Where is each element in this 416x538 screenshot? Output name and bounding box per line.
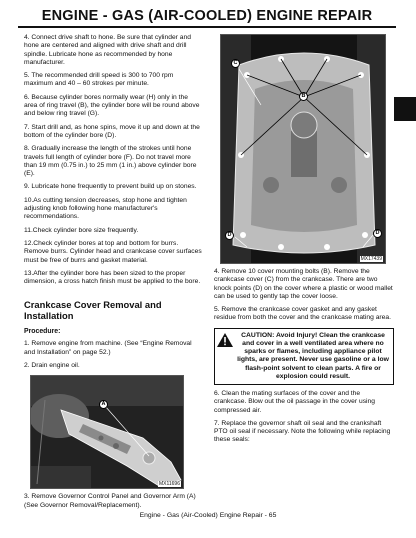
step-text: 7. Replace the governor shaft oil seal and the crankshaft PTO oil seal if necessary. Note the following while replacing these seals: — [214, 419, 391, 444]
callout-d-right: D — [373, 229, 382, 238]
right-column — [214, 34, 394, 450]
step-text: 5. Remove the crankcase cover gasket and any gasket residue from both the cover and the crankcase mating area. — [214, 306, 391, 322]
governor-arm-illustration — [31, 376, 184, 489]
step-text: 13.After the cylinder bore has been sized to the proper dimension, a cross hatch finish must be applied to the bore. — [24, 269, 201, 286]
section-heading: Crankcase Cover Removal and Installation — [24, 299, 162, 322]
step-text: 10.As cutting tension decreases, stop hone and tighten adjusting knob following hone manufacturer's recommendations. — [24, 196, 187, 221]
step-text: 6. Because cylinder bores normally wear (H) only in the area of ring travel (B), the cylinder bore will be round above and below ring travel (G). — [24, 93, 200, 118]
procedure-label: Procedure: — [24, 328, 61, 336]
step-text: 5. The recommended drill speed is 300 to 700 rpm maximum and 40 – 60 strokes per minute. — [24, 72, 174, 88]
page-header — [18, 6, 396, 28]
callout-b: B — [299, 92, 308, 101]
governor-arm-photo — [30, 375, 184, 489]
step-text: 8. Gradually increase the length of the strokes until hone travels full length of cylinder bore (F). Do not travel more than 19 mm (0.75 in.) to 25 mm (1 in.) above cylinder bore (E). — [24, 145, 197, 178]
callout-c: C — [231, 59, 240, 68]
step-text: 1. Remove engine from machine. (See “Engine Removal and Installation” on page 52.) — [24, 340, 192, 356]
crankcase-cover-illustration — [221, 35, 386, 264]
left-column — [24, 34, 202, 515]
step-text: 3. Remove Governor Control Panel and Governor Arm (A) (See Governor Removal/Replacement). — [24, 493, 196, 509]
step-text: 9. Lubricate hone frequently to prevent build up on stones. — [24, 183, 197, 191]
figure-id: MX11696 — [158, 481, 180, 488]
warning-triangle-icon — [215, 329, 235, 384]
step-text: 6. Clean the mating surfaces of the cover and the crankcase. Blow out the oil passage in the cover using compressed air. — [214, 390, 375, 414]
page-footer: Engine - Gas (Air-Cooled) Engine Repair - 65 — [139, 512, 277, 519]
step-text: 11.Check cylinder bore size frequently. — [24, 226, 139, 234]
page-title: ENGINE - GAS (AIR-COOLED) ENGINE REPAIR — [41, 8, 373, 24]
caution-text: CAUTION: Avoid Injury! Clean the crankcase and cover in a well ventilated area where no sparks or flames, including appliance pilot lights, are present. Never use gasoline or a low flash-point solvent to clean parts. A fire or explosion could result. — [237, 331, 389, 380]
step-text: 7. Start drill and, as hone spins, move it up and down at the bottom of the cylinder bore (D). — [24, 123, 200, 139]
caution-box — [214, 328, 394, 385]
callout-d-left: D — [225, 231, 234, 240]
step-text: 12.Check cylinder bores at top and bottom for burrs. Remove burrs. Cylinder head and crankcase cover surfaces must be free of burrs and gasket material. — [24, 239, 202, 264]
step-text: 2. Drain engine oil. — [24, 362, 80, 370]
figure-id: MX17439 — [360, 256, 382, 262]
step-text: 4. Connect drive shaft to hone. Be sure that cylinder and hone are centered and aligned with drive shaft and drill spindle. Lubricate hone as recommended by hone manufacturer. — [24, 34, 191, 66]
crankcase-cover-photo — [220, 34, 386, 264]
step-text: 4. Remove 10 cover mounting bolts (B). Remove the crankcase cover (C) from the crankcase. There are two knock points (D) on the cover where a plastic or wood mallet can be used to gently tap the cover loose. — [214, 268, 393, 300]
section-tab-marker — [394, 97, 416, 121]
callout-a: A — [99, 400, 108, 409]
